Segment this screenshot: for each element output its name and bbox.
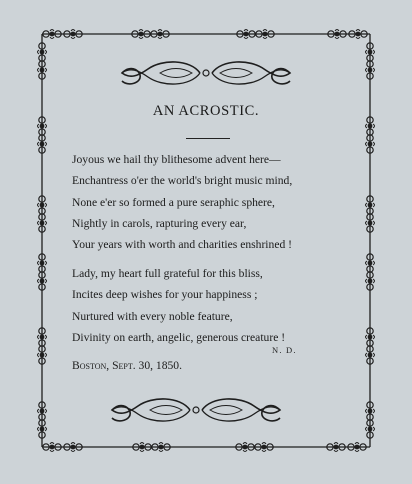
- author-initials: N. D.: [272, 345, 297, 355]
- scroll-flourish-icon: [112, 399, 280, 421]
- poem-line: Enchantress o'er the world's bright music mind,: [72, 174, 293, 188]
- poem-line: Nurtured with every noble feature,: [72, 309, 233, 323]
- stanza-two: [72, 263, 285, 348]
- poem-line: Lady, my heart full grateful for this bliss,: [72, 267, 263, 280]
- poem-title: AN ACROSTIC.: [152, 103, 260, 119]
- poem-line: Your years with worth and charities enshrined !: [72, 238, 293, 252]
- poem-line: Divinity on earth, angelic, generous creature !: [72, 330, 286, 344]
- dateline-date: Sept. 30, 1850.: [112, 359, 183, 372]
- dateline: [72, 359, 182, 372]
- stanza-one: [72, 149, 292, 255]
- poem-line: Nightly in carols, rapturing every ear,: [72, 216, 247, 230]
- poem-line: Incites deep wishes for your happiness ;: [72, 288, 258, 302]
- title-rule: [186, 138, 230, 139]
- poem-line: Joyous we hail thy blithesome advent here—: [72, 153, 281, 166]
- scroll-flourish-icon: [122, 62, 290, 84]
- dateline-place: Boston,: [72, 359, 110, 372]
- poem-line: None e'er so formed a pure seraphic sphere,: [72, 195, 275, 209]
